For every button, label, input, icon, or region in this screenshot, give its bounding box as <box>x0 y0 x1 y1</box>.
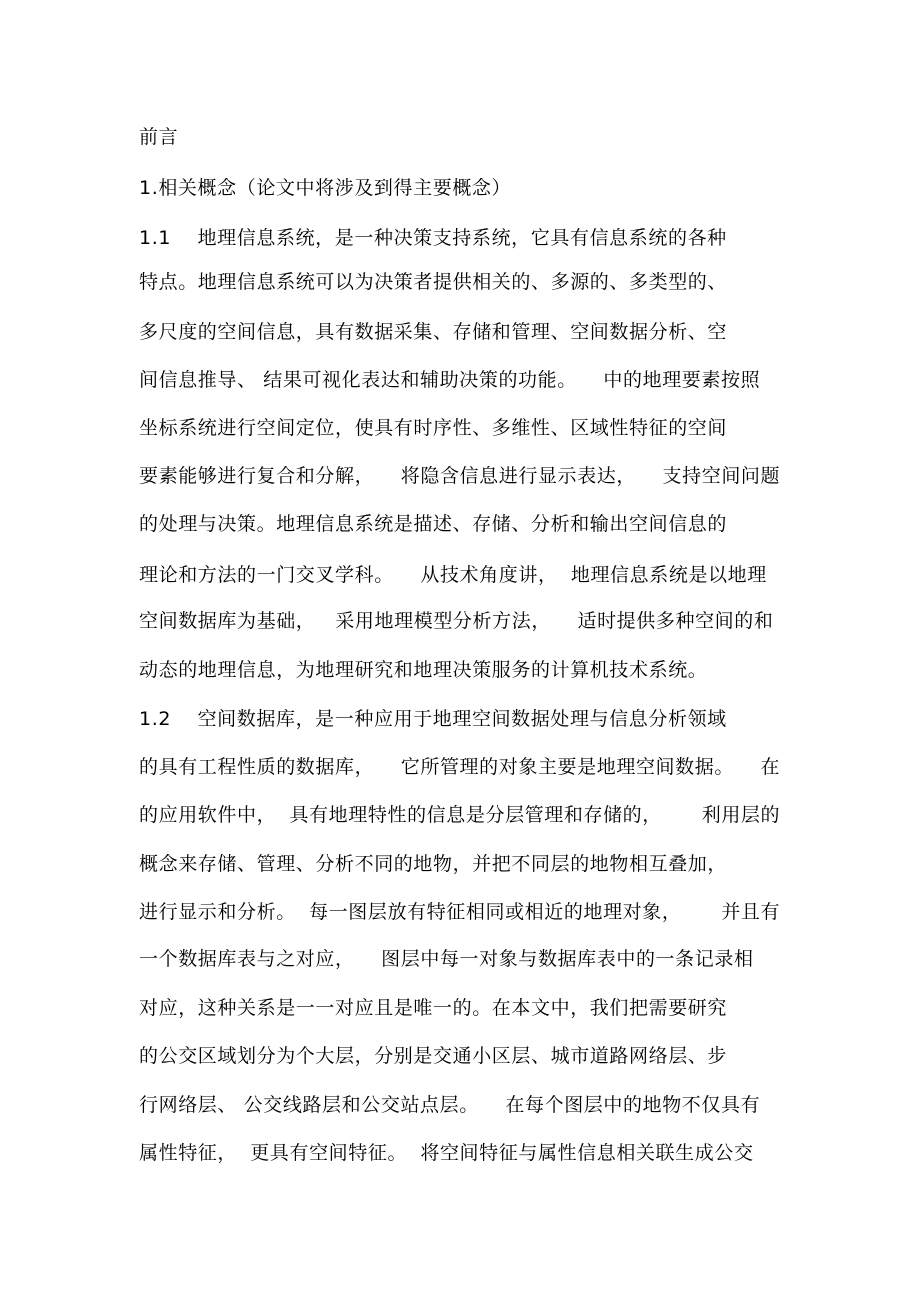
paragraph-line: 动态的地理信息，为地理研究和地理决策服务的计算机技术系统。 <box>139 659 708 681</box>
heading-preface: 前言 <box>139 126 179 148</box>
paragraph-line: 1.1 地理信息系统，是一种决策支持系统，它具有信息系统的各种 <box>139 227 727 249</box>
section-title-concepts: 1.相关概念（论文中将涉及到得主要概念） <box>139 177 512 199</box>
paragraph-line: 对应，这种关系是一一对应且是唯一的。在本文中，我们把需要研究 <box>139 997 728 1019</box>
paragraph-line: 的处理与决策。地理信息系统是描述、存储、分析和输出空间信息的 <box>139 513 728 535</box>
paragraph-line: 的公交区域划分为个大层，分别是交通小区层、城市道路网络层、步 <box>139 1045 728 1067</box>
paragraph-line: 多尺度的空间信息，具有数据采集、存储和管理、空间数据分析、空 <box>139 321 728 343</box>
paragraph-line: 行网络层、 公交线路层和公交站点层。 在每个图层中的地物不仅具有 <box>139 1094 761 1116</box>
paragraph-line: 1.2 空间数据库，是一种应用于地理空间数据处理与信息分析领域 <box>139 708 727 730</box>
paragraph-line: 进行显示和分析。 每一图层放有特征相同或相近的地理对象， 并且有 <box>139 901 781 923</box>
paragraph-line: 概念来存储、管理、分析不同的地物，并把不同层的地物相互叠加， <box>139 853 728 875</box>
paragraph-line: 要素能够进行复合和分解， 将隐含信息进行显示表达， 支持空间问题 <box>139 465 781 487</box>
paragraph-line: 理论和方法的一门交叉学科。 从技术角度讲， 地理信息系统是以地理 <box>139 564 767 586</box>
paragraph-line: 一个数据库表与之对应， 图层中每一对象与数据库表中的一条记录相 <box>139 948 754 970</box>
paragraph-line: 的具有工程性质的数据库， 它所管理的对象主要是地理空间数据。 在 <box>139 756 781 778</box>
paragraph-line: 特点。地理信息系统可以为决策者提供相关的、多源的、多类型的、 <box>139 271 728 293</box>
paragraph-line: 空间数据库为基础， 采用地理模型分析方法， 适时提供多种空间的和 <box>139 610 774 632</box>
paragraph-line: 间信息推导、 结果可视化表达和辅助决策的功能。 中的地理要素按照 <box>139 369 761 391</box>
paragraph-line: 的应用软件中， 具有地理特性的信息是分层管理和存储的， 利用层的 <box>139 804 781 826</box>
paragraph-line: 坐标系统进行空间定位，使具有时序性、多维性、区域性特征的空间 <box>139 417 728 439</box>
paragraph-line: 属性特征， 更具有空间特征。 将空间特征与属性信息相关联生成公交 <box>139 1142 754 1164</box>
